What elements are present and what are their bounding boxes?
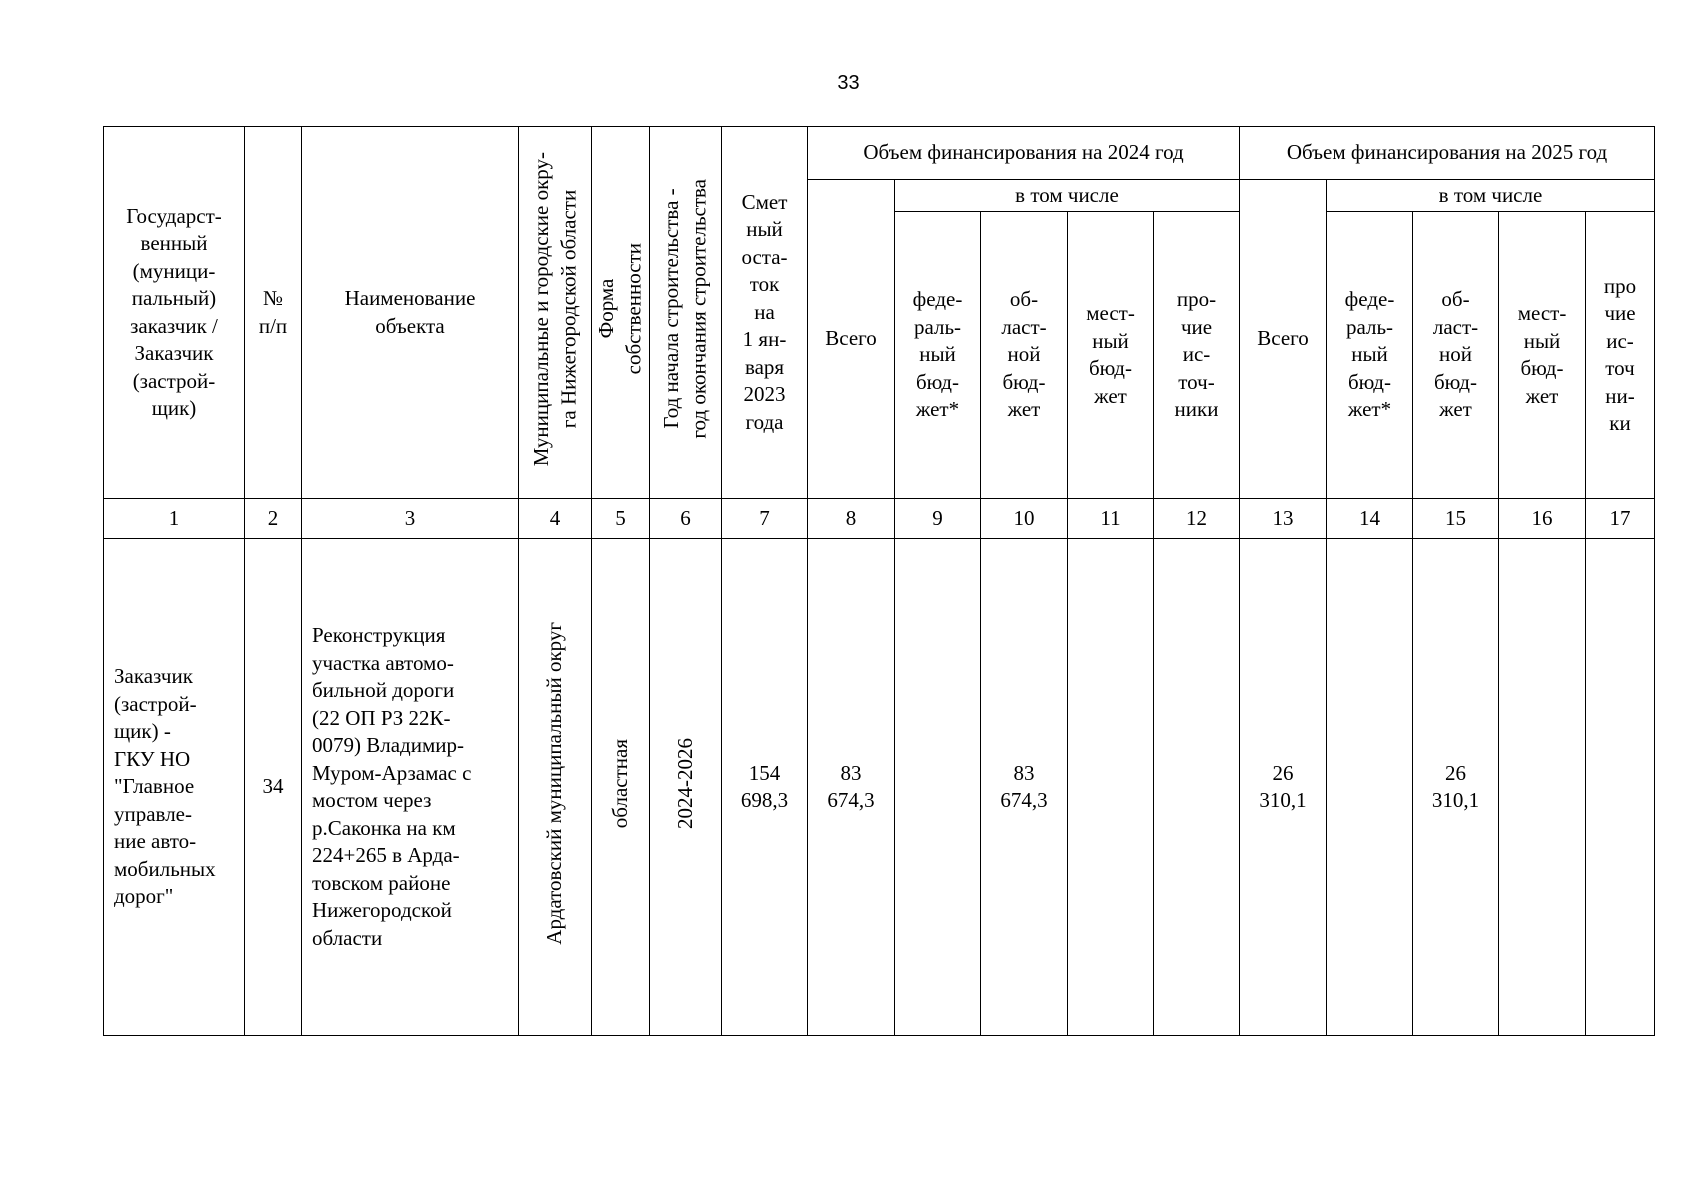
column-number: 12 xyxy=(1154,499,1240,539)
cell-other-2025 xyxy=(1586,539,1655,1036)
cell-object-name: Реконструкция участка автомо- бильной дороги (22 ОП РЗ 22К- 0079) Владимир- Муром-Арзамас с мостом через р.Саконка на км 224+265 в Арда- товском районе Нижегородской области xyxy=(302,539,519,1036)
header-federal-2025: феде- раль- ный бюд- жет* xyxy=(1327,212,1413,499)
column-number: 16 xyxy=(1499,499,1586,539)
column-number: 1 xyxy=(104,499,245,539)
column-number: 8 xyxy=(808,499,895,539)
column-number: 14 xyxy=(1327,499,1413,539)
header-years: Год начала строительства - год окончания строительства xyxy=(650,127,722,499)
column-number-row xyxy=(104,499,1655,539)
header-object-name: Наименование объекта xyxy=(302,127,519,499)
cell-federal-2024 xyxy=(895,539,981,1036)
cell-regional-2024: 83 674,3 xyxy=(981,539,1068,1036)
header-other-2025: про чие ис- точ ни- ки xyxy=(1586,212,1655,499)
column-number: 4 xyxy=(519,499,592,539)
cell-local-2025 xyxy=(1499,539,1586,1036)
header-financing-2024: Объем финансирования на 2024 год xyxy=(808,127,1240,180)
header-including-2025: в том числе xyxy=(1327,180,1655,212)
column-number: 9 xyxy=(895,499,981,539)
column-number: 6 xyxy=(650,499,722,539)
header-estimate: Смет ный оста- ток на 1 ян- варя 2023 года xyxy=(722,127,808,499)
cell-total-2024: 83 674,3 xyxy=(808,539,895,1036)
header-customer: Государст- венный (муници- пальный) заказчик / Заказчик (застрой- щик) xyxy=(104,127,245,499)
cell-estimate: 154 698,3 xyxy=(722,539,808,1036)
cell-num: 34 xyxy=(245,539,302,1036)
cell-local-2024 xyxy=(1068,539,1154,1036)
header-local-2025: мест- ный бюд- жет xyxy=(1499,212,1586,499)
header-num: № п/п xyxy=(245,127,302,499)
cell-other-2024 xyxy=(1154,539,1240,1036)
column-number: 7 xyxy=(722,499,808,539)
header-total-2024: Всего xyxy=(808,180,895,499)
cell-total-2025: 26 310,1 xyxy=(1240,539,1327,1036)
header-local-2024: мест- ный бюд- жет xyxy=(1068,212,1154,499)
header-other-2024: про- чие ис- точ- ники xyxy=(1154,212,1240,499)
table-row xyxy=(104,539,1655,1036)
cell-regional-2025: 26 310,1 xyxy=(1413,539,1499,1036)
header-municipality: Муниципальные и городские окру- га Нижегородской области xyxy=(519,127,592,499)
column-number: 13 xyxy=(1240,499,1327,539)
column-number: 3 xyxy=(302,499,519,539)
cell-customer: Заказчик (застрой- щик) - ГКУ НО "Главное управле- ние авто- мобильных дорог" xyxy=(104,539,245,1036)
column-number: 15 xyxy=(1413,499,1499,539)
financing-table xyxy=(103,126,1655,1036)
header-regional-2024: об- ласт- ной бюд- жет xyxy=(981,212,1068,499)
cell-ownership: областная xyxy=(592,539,650,1036)
header-regional-2025: об- ласт- ной бюд- жет xyxy=(1413,212,1499,499)
cell-municipality: Ардатовский муниципальный округ xyxy=(519,539,592,1036)
cell-federal-2025 xyxy=(1327,539,1413,1036)
cell-years: 2024-2026 xyxy=(650,539,722,1036)
header-federal-2024: феде- раль- ный бюд- жет* xyxy=(895,212,981,499)
header-total-2025: Всего xyxy=(1240,180,1327,499)
page-number: 33 xyxy=(837,72,860,94)
column-number: 11 xyxy=(1068,499,1154,539)
header-including-2024: в том числе xyxy=(895,180,1240,212)
column-number: 10 xyxy=(981,499,1068,539)
column-number: 2 xyxy=(245,499,302,539)
header-ownership: Форма собственности xyxy=(592,127,650,499)
header-financing-2025: Объем финансирования на 2025 год xyxy=(1240,127,1655,180)
column-number: 5 xyxy=(592,499,650,539)
column-number: 17 xyxy=(1586,499,1655,539)
